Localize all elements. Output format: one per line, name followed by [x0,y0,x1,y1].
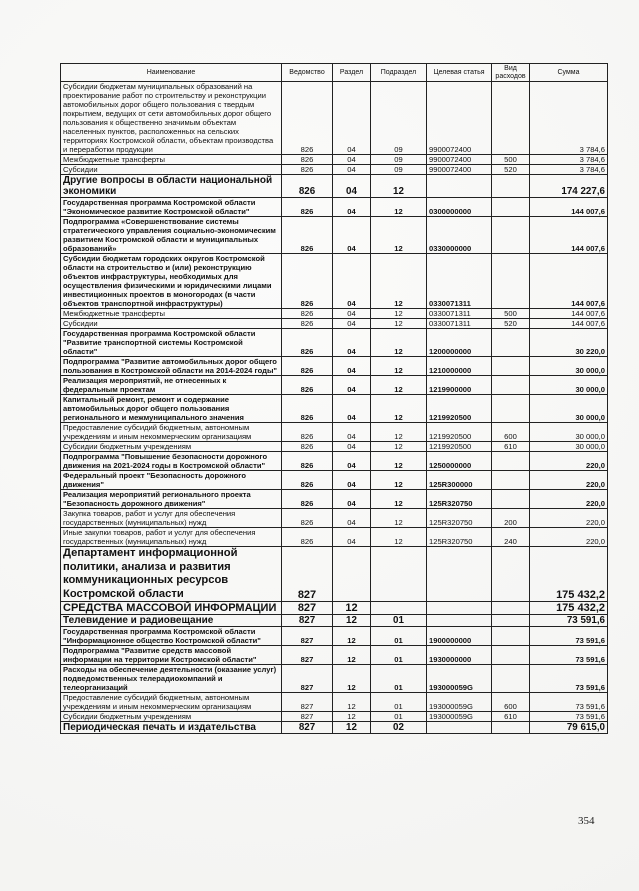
cell-kind [492,646,530,665]
cell-kind [492,217,530,254]
cell-section: 04 [333,471,371,490]
table-row [61,217,608,254]
cell-kind: 520 [492,165,530,175]
cell-subsection: 01 [371,693,427,712]
cell-subsection: 12 [371,442,427,452]
cell-name: Субсидии бюджетам городских округов Костромской области на строительство и (или) реконструкцию объектов инфраструктуры, необходимых для осуществления физическими и юридическими лицами инвестиционных проектов в моногородах (в части объектов транспортной инфраструктуры) [61,254,282,309]
cell-section: 04 [333,175,371,198]
page-number: 354 [578,815,595,827]
cell-target: 125R320750 [427,528,492,547]
cell-target [427,722,492,734]
cell-target: 9900072400 [427,82,492,155]
cell-name: Иные закупки товаров, работ и услуг для обеспечения государственных (муниципальных) нужд [61,528,282,547]
cell-target: 1250000000 [427,452,492,471]
cell-target: 0330071311 [427,319,492,329]
cell-kind: 610 [492,442,530,452]
cell-sum: 144 007,6 [530,319,608,329]
cell-sum: 73 591,6 [530,627,608,646]
cell-dept: 827 [282,627,333,646]
table-row [61,602,608,615]
cell-target: 0300000000 [427,198,492,217]
cell-target: 0330000000 [427,217,492,254]
cell-sum: 30 000,0 [530,442,608,452]
cell-dept: 826 [282,82,333,155]
table-row [61,665,608,693]
cell-sum: 73 591,6 [530,615,608,627]
cell-dept: 826 [282,442,333,452]
cell-sum: 220,0 [530,452,608,471]
cell-name: Субсидии бюджетным учреждениям [61,712,282,722]
cell-dept: 826 [282,175,333,198]
cell-name: Закупка товаров, работ и услуг для обеспечения государственных (муниципальных) нужд [61,509,282,528]
cell-name: Предоставление субсидий бюджетным, автономным учреждениям и иным некоммерческим организациям [61,423,282,442]
cell-target: 1200000000 [427,329,492,357]
cell-target [427,615,492,627]
cell-subsection: 12 [371,329,427,357]
cell-sum: 220,0 [530,471,608,490]
cell-dept: 826 [282,329,333,357]
cell-dept: 826 [282,165,333,175]
cell-section: 04 [333,319,371,329]
budget-table [60,63,608,734]
cell-target [427,175,492,198]
cell-subsection: 12 [371,471,427,490]
cell-subsection: 12 [371,452,427,471]
cell-section: 04 [333,82,371,155]
cell-subsection: 12 [371,217,427,254]
cell-target: 0330071311 [427,309,492,319]
cell-name: Периодическая печать и издательства [61,722,282,734]
cell-sum: 144 007,6 [530,198,608,217]
cell-section: 12 [333,615,371,627]
cell-subsection: 02 [371,722,427,734]
cell-section: 04 [333,490,371,509]
cell-subsection [371,547,427,602]
header-target: Целевая статья [427,64,492,82]
cell-name: Телевидение и радиовещание [61,615,282,627]
cell-name: Подпрограмма "Развитие автомобильных дорог общего пользования в Костромской области на 2014-2024 годы" [61,357,282,376]
cell-kind [492,615,530,627]
table-row [61,693,608,712]
table-body [61,82,608,734]
cell-name: Государственная программа Костромской области "Экономическое развитие Костромской области" [61,198,282,217]
cell-section: 04 [333,452,371,471]
cell-section: 04 [333,254,371,309]
cell-subsection: 12 [371,423,427,442]
table-header-row [61,64,608,82]
cell-subsection: 12 [371,357,427,376]
cell-subsection: 12 [371,319,427,329]
cell-dept: 826 [282,217,333,254]
cell-target: 0330071311 [427,254,492,309]
cell-subsection: 01 [371,712,427,722]
cell-target: 193000059G [427,665,492,693]
cell-section: 04 [333,165,371,175]
table-row [61,452,608,471]
cell-name: Субсидии [61,319,282,329]
cell-target: 1900000000 [427,627,492,646]
cell-dept: 826 [282,319,333,329]
cell-subsection: 12 [371,254,427,309]
cell-dept: 826 [282,528,333,547]
cell-kind [492,547,530,602]
cell-sum: 220,0 [530,509,608,528]
cell-subsection: 09 [371,82,427,155]
cell-kind: 600 [492,693,530,712]
cell-target [427,602,492,615]
cell-target: 193000059G [427,712,492,722]
cell-subsection: 12 [371,490,427,509]
cell-section: 04 [333,442,371,452]
cell-dept: 826 [282,254,333,309]
header-sum: Сумма [530,64,608,82]
table-row [61,471,608,490]
table-row [61,423,608,442]
cell-kind [492,395,530,423]
table-row [61,319,608,329]
cell-kind: 500 [492,155,530,165]
cell-kind [492,357,530,376]
cell-sum: 144 007,6 [530,217,608,254]
cell-section: 12 [333,602,371,615]
cell-target: 9900072400 [427,155,492,165]
table-row [61,309,608,319]
cell-name: Подпрограмма "Повышение безопасности дорожного движения на 2021-2024 годы в Костромской области" [61,452,282,471]
cell-dept: 827 [282,665,333,693]
cell-sum: 3 784,6 [530,165,608,175]
table-row [61,646,608,665]
table-row [61,165,608,175]
cell-sum: 30 220,0 [530,329,608,357]
cell-sum: 175 432,2 [530,602,608,615]
cell-sum: 73 591,6 [530,712,608,722]
cell-dept: 827 [282,615,333,627]
cell-name: Государственная программа Костромской области "Информационное общество Костромской области" [61,627,282,646]
cell-name: Расходы на обеспечение деятельности (оказание услуг) подведомственных телерадиокомпаний и телеорганизаций [61,665,282,693]
cell-kind [492,627,530,646]
cell-dept: 826 [282,509,333,528]
header-name: Наименование [61,64,282,82]
table-row [61,155,608,165]
cell-subsection: 09 [371,155,427,165]
cell-section: 04 [333,217,371,254]
cell-sum: 73 591,6 [530,693,608,712]
cell-dept: 826 [282,309,333,319]
table-row [61,329,608,357]
cell-subsection: 01 [371,646,427,665]
cell-kind [492,376,530,395]
cell-target: 1219900000 [427,376,492,395]
cell-kind: 610 [492,712,530,722]
cell-kind [492,722,530,734]
cell-subsection: 12 [371,509,427,528]
cell-section: 12 [333,627,371,646]
cell-target: 1219920500 [427,423,492,442]
table-row [61,547,608,602]
cell-section: 04 [333,395,371,423]
cell-section: 12 [333,693,371,712]
header-kind: Вид расходов [492,64,530,82]
cell-kind [492,602,530,615]
table-row [61,509,608,528]
table-row [61,627,608,646]
cell-dept: 827 [282,712,333,722]
cell-name: Субсидии бюджетам муниципальных образований на проектирование работ по строительству и реконструкции автомобильных дорог общего пользования с твердым покрытием, ведущих от сети автомобильных дорог общего пользования к общественно значимым объектам населенных пунктов, расположенных на сельских территориях Костромской области, объектам производства и переработки продукции [61,82,282,155]
cell-section: 12 [333,722,371,734]
cell-kind [492,175,530,198]
cell-kind: 240 [492,528,530,547]
cell-target: 193000059G [427,693,492,712]
cell-dept: 827 [282,693,333,712]
cell-dept: 826 [282,423,333,442]
cell-section: 04 [333,309,371,319]
cell-sum: 73 591,6 [530,646,608,665]
cell-kind [492,254,530,309]
cell-section: 12 [333,646,371,665]
cell-target: 1219920500 [427,395,492,423]
cell-dept: 826 [282,155,333,165]
cell-section: 12 [333,712,371,722]
cell-subsection: 12 [371,395,427,423]
cell-name: СРЕДСТВА МАССОВОЙ ИНФОРМАЦИИ [61,602,282,615]
cell-subsection: 12 [371,528,427,547]
cell-subsection: 01 [371,627,427,646]
cell-sum: 3 784,6 [530,82,608,155]
cell-dept: 826 [282,357,333,376]
cell-subsection: 12 [371,198,427,217]
table-row [61,615,608,627]
cell-kind [492,329,530,357]
cell-subsection: 01 [371,615,427,627]
header-dept: Ведомство [282,64,333,82]
cell-target: 125R300000 [427,471,492,490]
cell-kind [492,665,530,693]
cell-dept: 826 [282,395,333,423]
cell-name: Капитальный ремонт, ремонт и содержание автомобильных дорог общего пользования регионального и межмуниципального значения [61,395,282,423]
cell-sum: 144 007,6 [530,254,608,309]
cell-sum: 220,0 [530,528,608,547]
cell-name: Государственная программа Костромской области "Развитие транспортной системы Костромской области" [61,329,282,357]
cell-name: Подпрограмма "Развитие средств массовой информации на территории Костромской области" [61,646,282,665]
cell-dept: 826 [282,471,333,490]
cell-kind [492,471,530,490]
table-row [61,198,608,217]
cell-section: 12 [333,665,371,693]
cell-section: 04 [333,376,371,395]
cell-kind: 200 [492,509,530,528]
header-subsection: Подраздел [371,64,427,82]
cell-subsection: 12 [371,309,427,319]
cell-sum: 220,0 [530,490,608,509]
cell-name: Субсидии [61,165,282,175]
table-row [61,722,608,734]
cell-name: Предоставление субсидий бюджетным, автономным учреждениям и иным некоммерческим организациям [61,693,282,712]
cell-name: Межбюджетные трансферты [61,155,282,165]
cell-kind [492,452,530,471]
cell-target: 125R320750 [427,490,492,509]
table-row [61,395,608,423]
cell-sum: 73 591,6 [530,665,608,693]
cell-name: Реализация мероприятий регионального проекта "Безопасность дорожного движения" [61,490,282,509]
header-section: Раздел [333,64,371,82]
cell-target [427,547,492,602]
cell-section: 04 [333,329,371,357]
cell-section: 04 [333,155,371,165]
cell-kind [492,490,530,509]
table-row [61,82,608,155]
cell-name: Межбюджетные трансферты [61,309,282,319]
cell-subsection [371,602,427,615]
cell-sum: 174 227,6 [530,175,608,198]
cell-name: Реализация мероприятий, не отнесенных к федеральным проектам [61,376,282,395]
cell-dept: 827 [282,602,333,615]
table-row [61,376,608,395]
cell-name: Федеральный проект "Безопасность дорожного движения" [61,471,282,490]
cell-target: 1219920500 [427,442,492,452]
table-row [61,442,608,452]
cell-subsection: 09 [371,165,427,175]
cell-dept: 826 [282,376,333,395]
cell-sum: 30 000,0 [530,376,608,395]
table-row [61,528,608,547]
cell-kind: 500 [492,309,530,319]
cell-section: 04 [333,198,371,217]
cell-kind [492,198,530,217]
cell-sum: 30 000,0 [530,423,608,442]
cell-section: 04 [333,423,371,442]
cell-target: 1210000000 [427,357,492,376]
cell-kind: 600 [492,423,530,442]
cell-target: 9900072400 [427,165,492,175]
cell-sum: 3 784,6 [530,155,608,165]
cell-name: Другие вопросы в области национальной экономики [61,175,282,198]
cell-name: Департамент информационной политики, анализа и развития коммуникационных ресурсов Костромской области [61,547,282,602]
cell-dept: 827 [282,547,333,602]
cell-sum: 30 000,0 [530,357,608,376]
cell-name: Субсидии бюджетным учреждениям [61,442,282,452]
cell-sum: 144 007,6 [530,309,608,319]
cell-dept: 826 [282,490,333,509]
table-row [61,254,608,309]
cell-target: 1930000000 [427,646,492,665]
cell-subsection: 12 [371,376,427,395]
table-row [61,712,608,722]
cell-kind: 520 [492,319,530,329]
cell-section: 04 [333,357,371,376]
cell-subsection: 12 [371,175,427,198]
cell-dept: 827 [282,646,333,665]
cell-sum: 79 615,0 [530,722,608,734]
cell-dept: 827 [282,722,333,734]
cell-dept: 826 [282,198,333,217]
cell-target: 125R320750 [427,509,492,528]
table-row [61,175,608,198]
cell-kind [492,82,530,155]
table-row [61,490,608,509]
table-row [61,357,608,376]
cell-name: Подпрограмма «Совершенствование системы стратегического управления социально-экономическим развитием Костромской области и муниципальных образований» [61,217,282,254]
cell-sum: 175 432,2 [530,547,608,602]
cell-dept: 826 [282,452,333,471]
cell-section: 04 [333,528,371,547]
cell-section [333,547,371,602]
cell-sum: 30 000,0 [530,395,608,423]
cell-subsection: 01 [371,665,427,693]
cell-section: 04 [333,509,371,528]
